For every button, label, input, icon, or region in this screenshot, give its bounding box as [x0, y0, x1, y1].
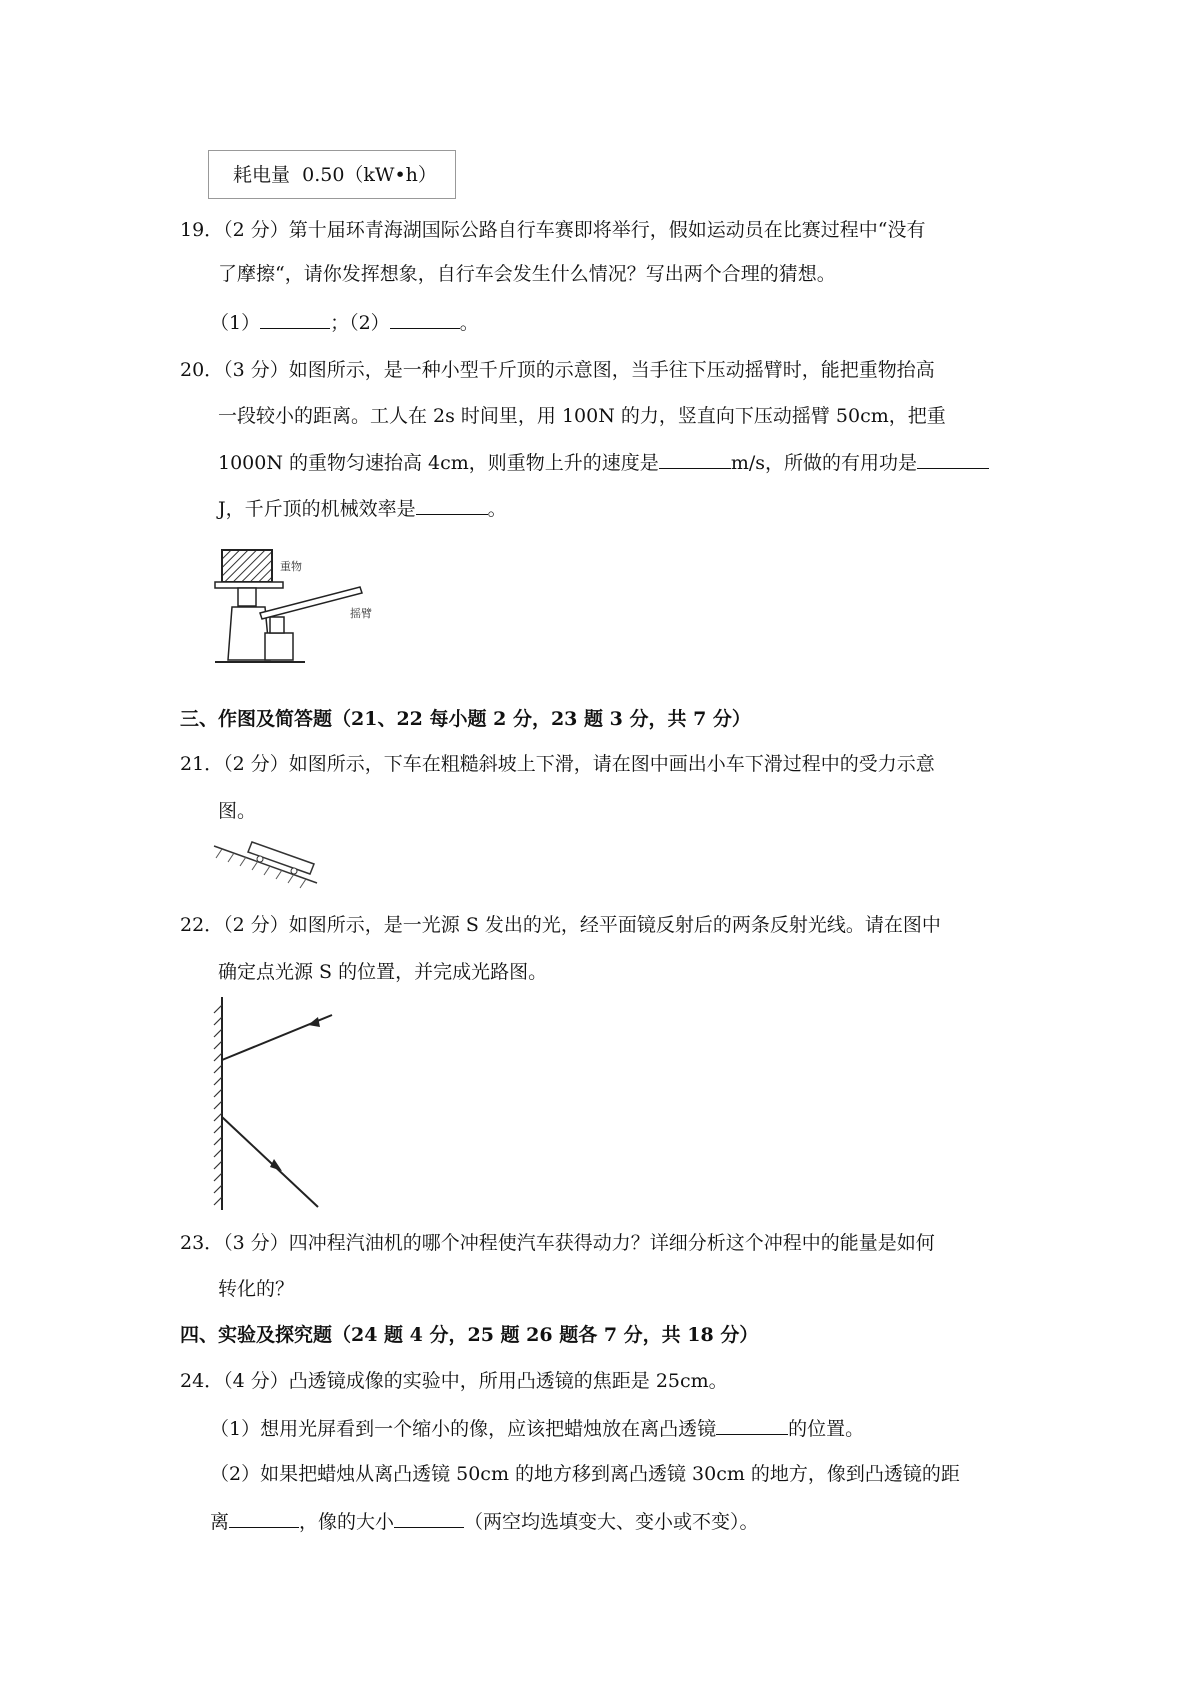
- q19-blank-2[interactable]: [390, 310, 460, 329]
- pump-piston: [270, 617, 284, 633]
- q19-ans-label2: ；（2）: [330, 312, 390, 334]
- q19-ans-end: 。: [459, 312, 479, 334]
- q24-blank-position[interactable]: [716, 1416, 788, 1435]
- q20-text-line4: [218, 496, 507, 521]
- q23-text-line1: 23．（3 分）四冲程汽油机的哪个冲程使汽车获得动力？详细分析这个冲程中的能量是如何: [180, 1232, 935, 1254]
- q24-part1-b: 的位置。: [788, 1418, 865, 1440]
- q20-line4-a: J，千斤顶的机械效率是: [218, 498, 416, 520]
- incline-cart-figure: [212, 838, 332, 898]
- q23-text-line2: 转化的？: [218, 1278, 295, 1300]
- q20-line3-b: m/s，所做的有用功是: [730, 452, 917, 474]
- weight-block: [222, 550, 272, 582]
- q21-text-line1: 21．（2 分）如图所示，下车在粗糙斜坡上下滑，请在图中画出小车下滑过程中的受力示意: [180, 753, 935, 775]
- section-4-heading: 四、实验及探究题（24 题 4 分，25 题 26 题各 7 分，共 18 分）: [180, 1324, 759, 1346]
- q24-blank-distance[interactable]: [229, 1509, 299, 1528]
- label-weight: 重物: [280, 561, 302, 573]
- lever-arm: [260, 587, 362, 619]
- q20-blank-speed[interactable]: [659, 450, 731, 469]
- q20-text-line1: 20．（3 分）如图所示，是一种小型千斤顶的示意图，当手往下压动摇臂时，能把重物抬高: [180, 359, 935, 381]
- energy-consumption-cell: [208, 150, 456, 199]
- q20-line4-b: 。: [487, 498, 507, 520]
- q24-part2-c: （两空均选填变大、变小或不变）。: [464, 1511, 759, 1533]
- energy-label: 耗电量: [233, 164, 291, 186]
- q24-part1: [210, 1416, 864, 1441]
- q19-text-line2: 了摩擦“，请你发挥想象，自行车会发生什么情况？写出两个合理的猜想。: [218, 263, 836, 285]
- q24-text-line1: 24．（4 分）凸透镜成像的实验中，所用凸透镜的焦距是 25cm。: [180, 1370, 728, 1392]
- q19-answer-line: [210, 310, 479, 335]
- q22-text-line1: 22．（2 分）如图所示，是一光源 S 发出的光，经平面镜反射后的两条反射光线。请在图中: [180, 914, 941, 936]
- q24-part2-line1: （2）如果把蜡烛从离凸透镜 50cm 的地方移到离凸透镜 30cm 的地方，像到凸透镜的距: [210, 1463, 960, 1485]
- energy-value: 0.50（kW•h）: [302, 164, 437, 186]
- reflected-ray-lower: [222, 1117, 318, 1207]
- pump-cylinder: [265, 633, 293, 660]
- mirror-figure: [210, 995, 340, 1215]
- jack-piston: [238, 588, 256, 606]
- label-arm: 摇臂: [350, 608, 372, 620]
- arrow-upper: [308, 1017, 320, 1027]
- weight-platform: [215, 582, 283, 588]
- q19-blank-1[interactable]: [260, 310, 330, 329]
- cart-wheel-rear: [291, 868, 297, 874]
- q24-part2-a: 离: [210, 1511, 230, 1533]
- q20-blank-work[interactable]: [917, 450, 989, 469]
- q19-ans-label1: （1）: [210, 312, 261, 334]
- q19-text-line1: 19．（2 分）第十届环青海湖国际公路自行车赛即将举行，假如运动员在比赛过程中“没有: [180, 219, 926, 241]
- section-3-heading: 三、作图及简答题（21、22 每小题 2 分，23 题 3 分，共 7 分）: [180, 708, 751, 730]
- q20-text-line2: 一段较小的距离。工人在 2s 时间里，用 100N 的力，竖直向下压动摇臂 50cm，把重: [218, 405, 946, 427]
- mirror-hatching: [214, 1005, 222, 1205]
- q21-text-line2: 图。: [218, 800, 257, 822]
- q20-blank-efficiency[interactable]: [416, 496, 488, 515]
- q24-part2-b: ，像的大小: [299, 1511, 395, 1533]
- q20-text-line3: [218, 450, 989, 475]
- q20-line3-a: 1000N 的重物匀速抬高 4cm，则重物上升的速度是: [218, 452, 659, 474]
- arrow-lower: [270, 1159, 282, 1171]
- q24-part1-a: （1）想用光屏看到一个缩小的像，应该把蜡烛放在离凸透镜: [210, 1418, 717, 1440]
- q24-blank-size[interactable]: [394, 1509, 464, 1528]
- jack-figure: [210, 545, 410, 670]
- q24-part2-line2: [210, 1509, 759, 1534]
- q22-text-line2: 确定点光源 S 的位置，并完成光路图。: [218, 961, 548, 983]
- cart-wheel-front: [257, 856, 263, 862]
